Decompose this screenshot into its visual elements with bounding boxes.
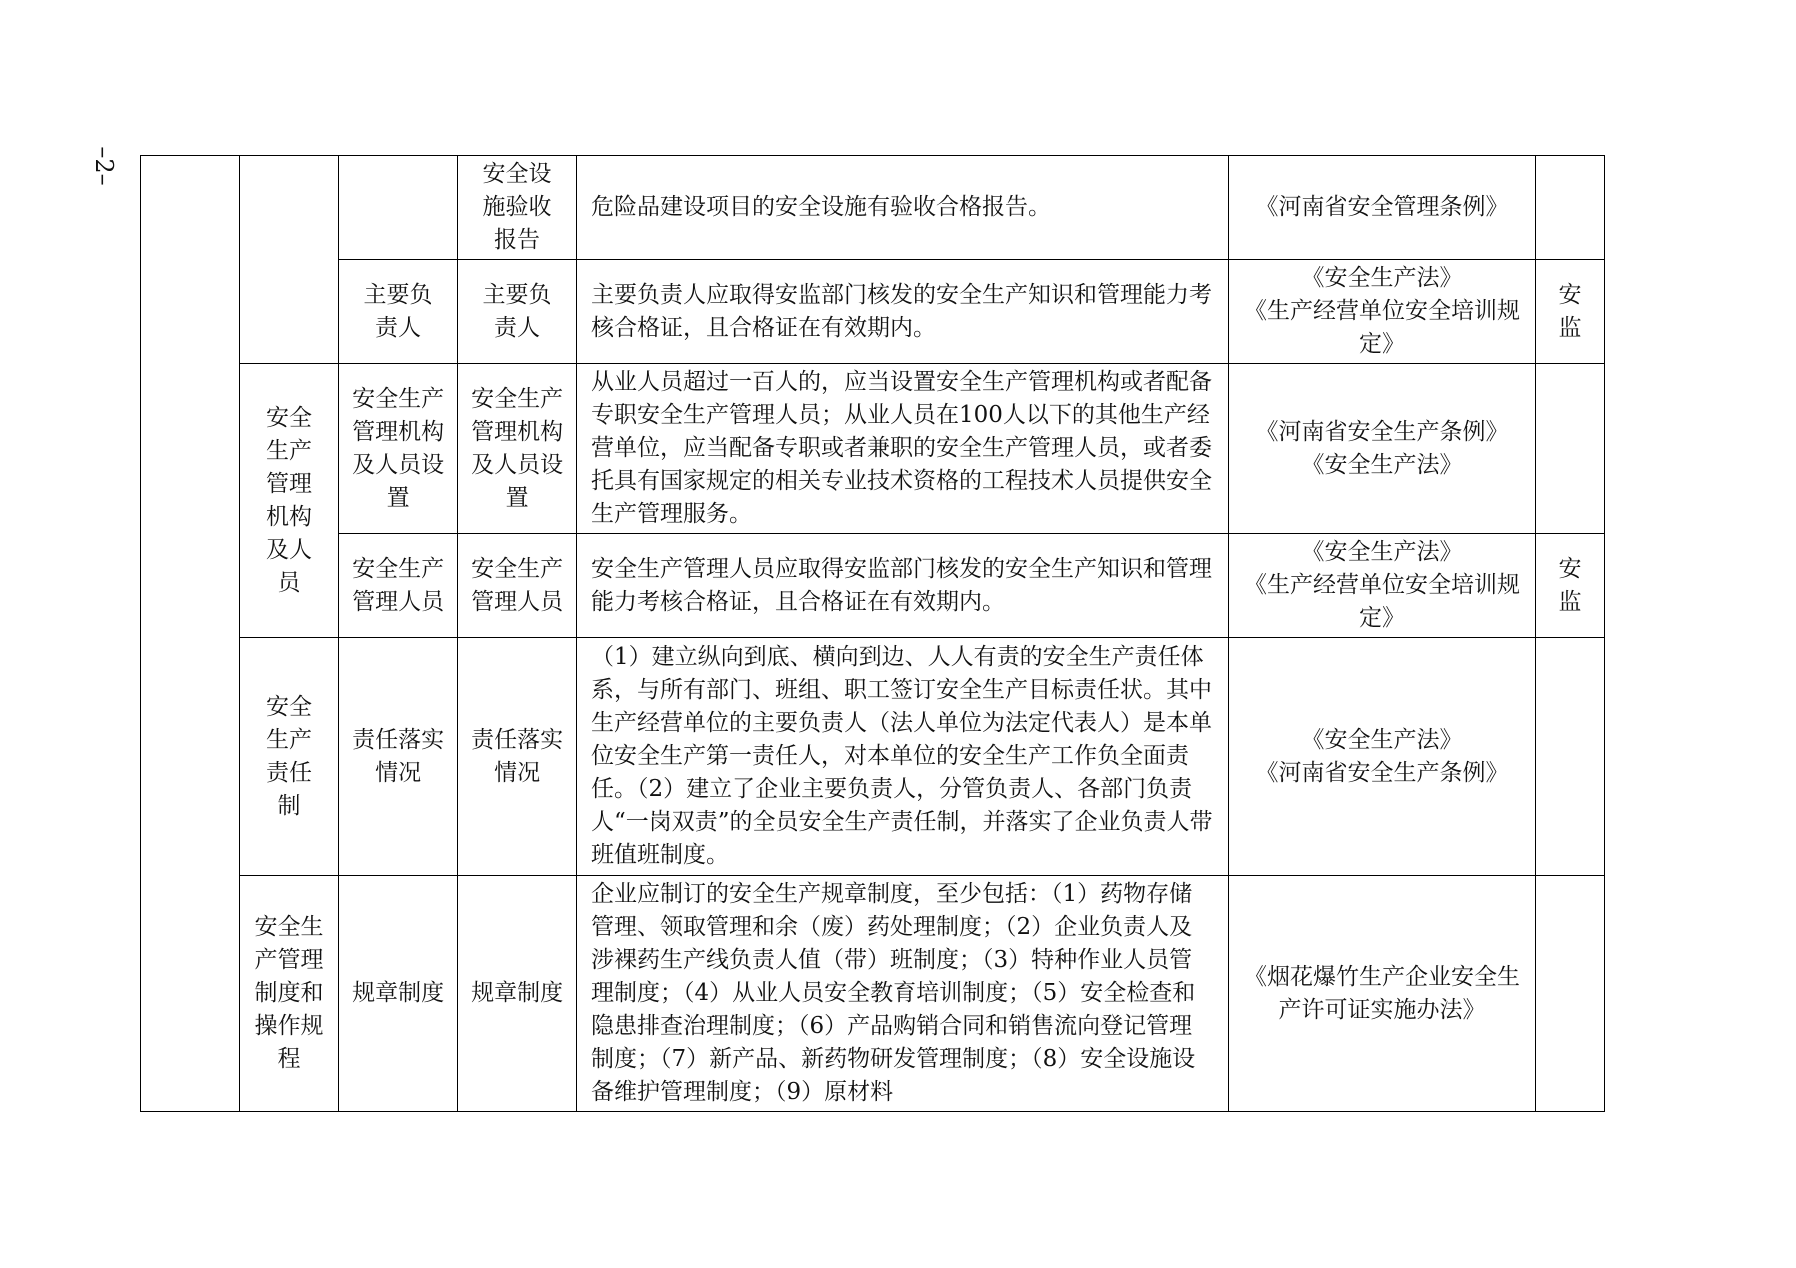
- table-row: [141, 156, 1605, 260]
- requirement-cell: 企业应制订的安全生产规章制度，至少包括：（1）药物存储管理、领取管理和余（废）药处理制度；（2）企业负责人及涉裸药生产线负责人值（带）班制度；（3）特种作业人员管理制度；（4）从业人员安全教育培训制度；（5）安全检查和隐患排查治理制度；（6）产品购销合同和销售流向登记管理制度；（7）新产品、新药物研发管理制度；（8）安全设施设备维护管理制度；（9）原材料: [577, 876, 1229, 1112]
- subject-cell: 安全设施验收报告: [458, 156, 577, 260]
- subject-cell: 安全生产管理机构及人员设置: [458, 364, 577, 534]
- content-cell: 主要负责人: [339, 260, 458, 364]
- inspection-table: [140, 155, 1605, 1112]
- basis-cell: 《安全生产法》 《生产经营单位安全培训规定》: [1229, 260, 1536, 364]
- dept-cell: 安监: [1536, 534, 1605, 638]
- item-cell: 安全生产管理机构及人员: [240, 364, 339, 638]
- requirement-cell: 危险品建设项目的安全设施有验收合格报告。: [577, 156, 1229, 260]
- page-number: –2–: [90, 146, 118, 186]
- table-row: [141, 876, 1605, 1112]
- basis-cell: 《河南省安全管理条例》: [1229, 156, 1536, 260]
- dept-cell: 安监: [1536, 260, 1605, 364]
- table-row: [141, 638, 1605, 876]
- table-row: [141, 534, 1605, 638]
- item-cell: [240, 156, 339, 364]
- content-cell: 责任落实情况: [339, 638, 458, 876]
- requirement-cell: 主要负责人应取得安监部门核发的安全生产知识和管理能力考核合格证，且合格证在有效期内。: [577, 260, 1229, 364]
- requirement-cell: 从业人员超过一百人的，应当设置安全生产管理机构或者配备专职安全生产管理人员；从业人员在100人以下的其他生产经营单位，应当配备专职或者兼职的安全生产管理人员，或者委托具有国家规定的相关专业技术资格的工程技术人员提供安全生产管理服务。: [577, 364, 1229, 534]
- subject-cell: 规章制度: [458, 876, 577, 1112]
- table-row: [141, 364, 1605, 534]
- requirement-cell: 安全生产管理人员应取得安监部门核发的安全生产知识和管理能力考核合格证，且合格证在有效期内。: [577, 534, 1229, 638]
- subject-cell: 安全生产管理人员: [458, 534, 577, 638]
- requirement-cell: （1）建立纵向到底、横向到边、人人有责的安全生产责任体系，与所有部门、班组、职工签订安全生产目标责任状。其中生产经营单位的主要负责人（法人单位为法定代表人）是本单位安全生产第一责任人，对本单位的安全生产工作负全面责任。（2）建立了企业主要负责人，分管负责人、各部门负责人“一岗双责”的全员安全生产责任制，并落实了企业负责人带班值班制度。: [577, 638, 1229, 876]
- content-cell: 安全生产管理机构及人员设置: [339, 364, 458, 534]
- category-cell: [141, 156, 240, 1112]
- dept-cell: [1536, 364, 1605, 534]
- item-cell: 安全生产责任制: [240, 638, 339, 876]
- basis-cell: 《烟花爆竹生产企业安全生产许可证实施办法》: [1229, 876, 1536, 1112]
- content-cell: [339, 156, 458, 260]
- dept-cell: [1536, 156, 1605, 260]
- content-cell: 安全生产管理人员: [339, 534, 458, 638]
- table-row: [141, 260, 1605, 364]
- basis-cell: 《河南省安全生产条例》 《安全生产法》: [1229, 364, 1536, 534]
- dept-cell: [1536, 876, 1605, 1112]
- subject-cell: 责任落实情况: [458, 638, 577, 876]
- basis-cell: 《安全生产法》 《河南省安全生产条例》: [1229, 638, 1536, 876]
- basis-cell: 《安全生产法》 《生产经营单位安全培训规定》: [1229, 534, 1536, 638]
- dept-cell: [1536, 638, 1605, 876]
- subject-cell: 主要负责人: [458, 260, 577, 364]
- item-cell: 安全生产管理制度和操作规程: [240, 876, 339, 1112]
- content-cell: 规章制度: [339, 876, 458, 1112]
